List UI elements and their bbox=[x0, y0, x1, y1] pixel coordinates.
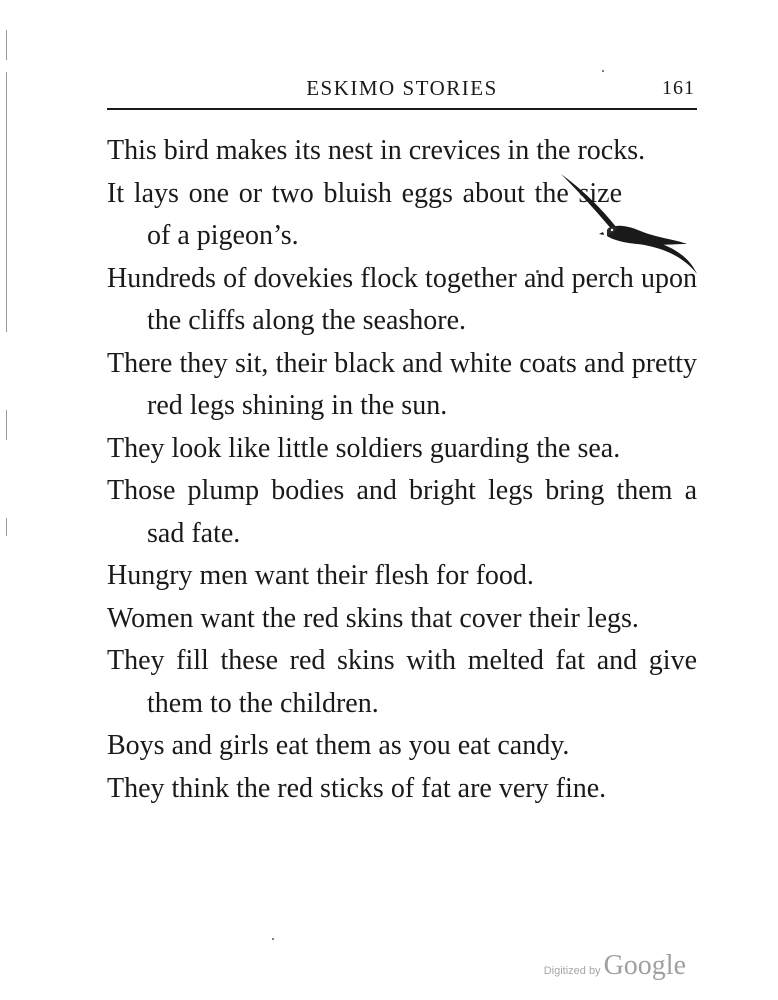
watermark-prefix: Digitized by bbox=[543, 965, 601, 977]
gutter-mark bbox=[6, 30, 7, 60]
watermark-brand: Google bbox=[603, 950, 686, 981]
paragraph: This bird makes its nest in crevices in the rocks. bbox=[107, 135, 646, 166]
gutter-mark bbox=[6, 410, 7, 440]
paragraph: There they sit, their black and white coats and pretty red legs shining in the sun. bbox=[107, 347, 697, 421]
paragraph: Women want the red skins that cover their legs. bbox=[107, 602, 639, 634]
page-header bbox=[107, 70, 697, 110]
paragraph: They look like little soldiers guarding the sea. bbox=[107, 432, 621, 464]
print-speck bbox=[272, 938, 274, 940]
paragraph: They think the red sticks of fat are very fine. bbox=[107, 772, 607, 804]
story-text bbox=[107, 130, 697, 810]
digitization-watermark bbox=[544, 950, 686, 982]
print-speck bbox=[602, 70, 604, 72]
gutter-mark bbox=[6, 72, 7, 332]
paragraph: They fill these red skins with melted fat and give them to the children. bbox=[107, 645, 697, 719]
paragraph: It lays one or two bluish eggs about the size of a pigeon’s. bbox=[107, 177, 622, 251]
page-number: 161 bbox=[662, 77, 695, 99]
paragraph: Hundreds of dovekies flock together and perch upon the cliffs along the seashore. bbox=[107, 262, 697, 336]
running-title: ESKIMO STORIES bbox=[306, 76, 498, 100]
header-rule bbox=[107, 108, 697, 110]
gutter-mark bbox=[6, 518, 7, 536]
paragraph: Boys and girls eat them as you eat candy. bbox=[107, 730, 570, 761]
paragraph: Those plump bodies and bright legs bring them a sad fate. bbox=[107, 475, 697, 549]
paragraph: Hungry men want their flesh for food. bbox=[107, 560, 534, 591]
